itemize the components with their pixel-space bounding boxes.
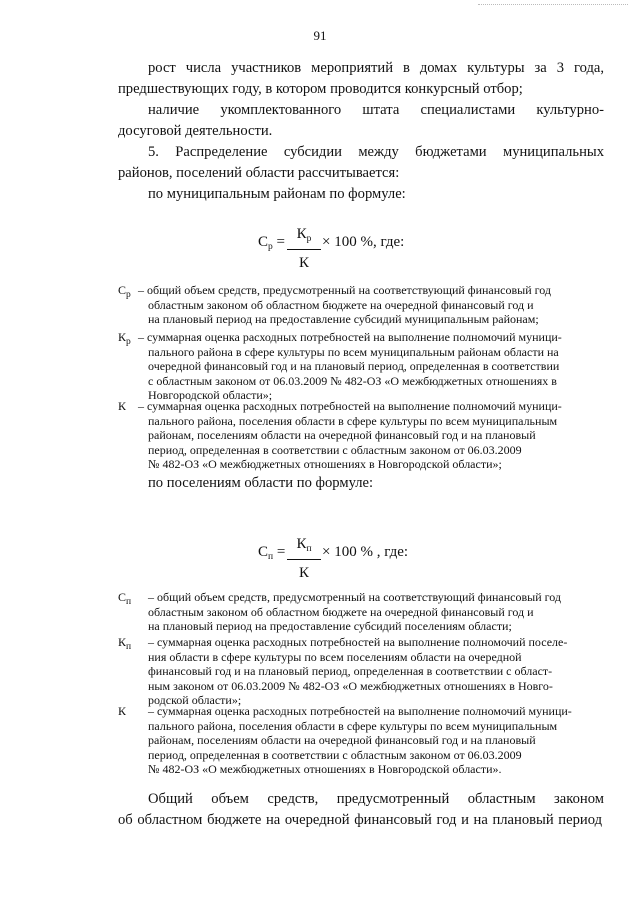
definition-line: финансовый год и на плановый период, определенная в соответствии с област- xyxy=(148,664,553,679)
formula-1-denominator: К xyxy=(298,255,309,271)
definition-line: районам, поселениям области на очередной финансовый год и на плановый xyxy=(148,733,536,748)
definition-symbol: К xyxy=(118,704,127,718)
definition-line: областным законом об областном бюджете на очередной финансовый год и xyxy=(148,604,534,619)
definition-line: ния области в сфере культуры по всем поселениям области на очередной xyxy=(148,649,522,664)
intro-line-6: районов, поселений области рассчитывается: xyxy=(118,165,400,181)
formula-1-rhs: × 100 %, где: xyxy=(322,234,405,250)
formula-2-denominator: К xyxy=(298,565,309,581)
definition-symbol: $К_р$ xyxy=(118,330,131,347)
intro-line-3: наличие укомплектованного штата специалистами культурно- xyxy=(148,102,604,118)
definition-line: – суммарная оценка расходных потребностей на выполнение полномочий муници- xyxy=(148,704,572,718)
fraction-bar xyxy=(287,559,321,560)
definition-line: пального района, поселения области в сфере культуры по всем муниципальным xyxy=(148,718,558,733)
formula-1 xyxy=(258,234,285,252)
intro-line-1: рост числа участников мероприятий в домах культуры за 3 года, xyxy=(148,60,604,76)
definition-kp xyxy=(118,330,606,403)
definition-line: на плановый период на предоставление субсидий муниципальным районам; xyxy=(148,312,539,327)
page-number: 91 xyxy=(313,28,327,43)
definition-line: – общий объем средств, предусмотренный на соответствующий финансовый год xyxy=(138,283,552,297)
definition-symbol: К xyxy=(118,399,127,413)
definition-symbol: $С_р$ xyxy=(118,283,131,300)
settlements-intro: по поселениям области по формуле: xyxy=(148,475,374,491)
formula-2 xyxy=(258,544,285,562)
definition-line: – суммарная оценка расходных потребностей на выполнение полномочий муници- xyxy=(138,330,562,344)
definition-line: – общий объем средств, предусмотренный на соответствующий финансовый год xyxy=(148,590,562,604)
definition-k-districts xyxy=(118,399,606,472)
formula-2-fraction xyxy=(286,534,322,584)
formula-1-fraction xyxy=(286,224,322,274)
definition-line: очередной финансовый год и на плановый период, определенная в соответствии xyxy=(148,359,560,374)
intro-line-5: 5. Распределение субсидии между бюджетами муниципальных xyxy=(148,144,604,160)
definition-kn xyxy=(118,635,606,708)
definition-line: Новгородской области»; xyxy=(148,388,273,403)
intro-line-4: досуговой деятельности. xyxy=(118,123,273,139)
definition-line: № 482-ОЗ «О межбюджетных отношениях в Новгородской области». xyxy=(148,762,502,777)
closing-line-1: Общий объем средств, предусмотренный областным законом xyxy=(148,791,604,807)
definition-cn xyxy=(118,590,606,634)
definition-line: – суммарная оценка расходных потребностей на выполнение полномочий муници- xyxy=(138,399,562,413)
definition-symbol: $К_п$ xyxy=(118,635,132,652)
formula-1-numerator: $К_р$ xyxy=(296,226,312,244)
closing-line-2: об областном бюджете на очередной финансовый год и на плановый период xyxy=(118,812,602,828)
formula-1-lhs: $С_р$ = xyxy=(258,234,285,252)
definition-line: пального района в сфере культуры по всем муниципальным районам области на xyxy=(148,344,559,359)
definition-k-settlements xyxy=(118,704,606,777)
intro-line-2: предшествующих году, в котором проводится конкурсный отбор; xyxy=(118,81,523,97)
definition-line: – суммарная оценка расходных потребностей на выполнение полномочий поселе- xyxy=(148,635,568,649)
definition-line: пального района, поселения области в сфере культуры по всем муниципальным xyxy=(148,413,558,428)
formula-2-numerator: $К_п$ xyxy=(296,536,312,554)
definition-line: период, определенная в соответствии с областным законом от 06.03.2009 xyxy=(148,442,522,457)
definition-line: № 482-ОЗ «О межбюджетных отношениях в Новгородской области»; xyxy=(148,457,502,472)
fraction-bar xyxy=(287,249,321,250)
definition-symbol: $С_п$ xyxy=(118,590,132,607)
definition-line: на плановый период на предоставление субсидий поселениям области; xyxy=(148,619,512,634)
definition-line: ным законом от 06.03.2009 № 482-ОЗ «О межбюджетных отношениях в Новго- xyxy=(148,678,553,693)
definition-line: период, определенная в соответствии с областным законом от 06.03.2009 xyxy=(148,747,522,762)
definition-cp xyxy=(118,283,606,327)
intro-line-7: по муниципальным районам по формуле: xyxy=(148,186,406,202)
formula-2-rhs: × 100 % , где: xyxy=(322,544,409,560)
definition-line: районам, поселениям области на очередной финансовый год и на плановый xyxy=(148,428,536,443)
definition-line: с областным законом от 06.03.2009 № 482-ОЗ «О межбюджетных отношениях в xyxy=(148,373,557,388)
top-edge-line xyxy=(478,4,628,5)
definition-line: областным законом об областном бюджете на очередной финансовый год и xyxy=(148,297,534,312)
formula-2-lhs: $С_п$ = xyxy=(258,544,286,562)
definition-line: родской области»; xyxy=(148,693,242,708)
